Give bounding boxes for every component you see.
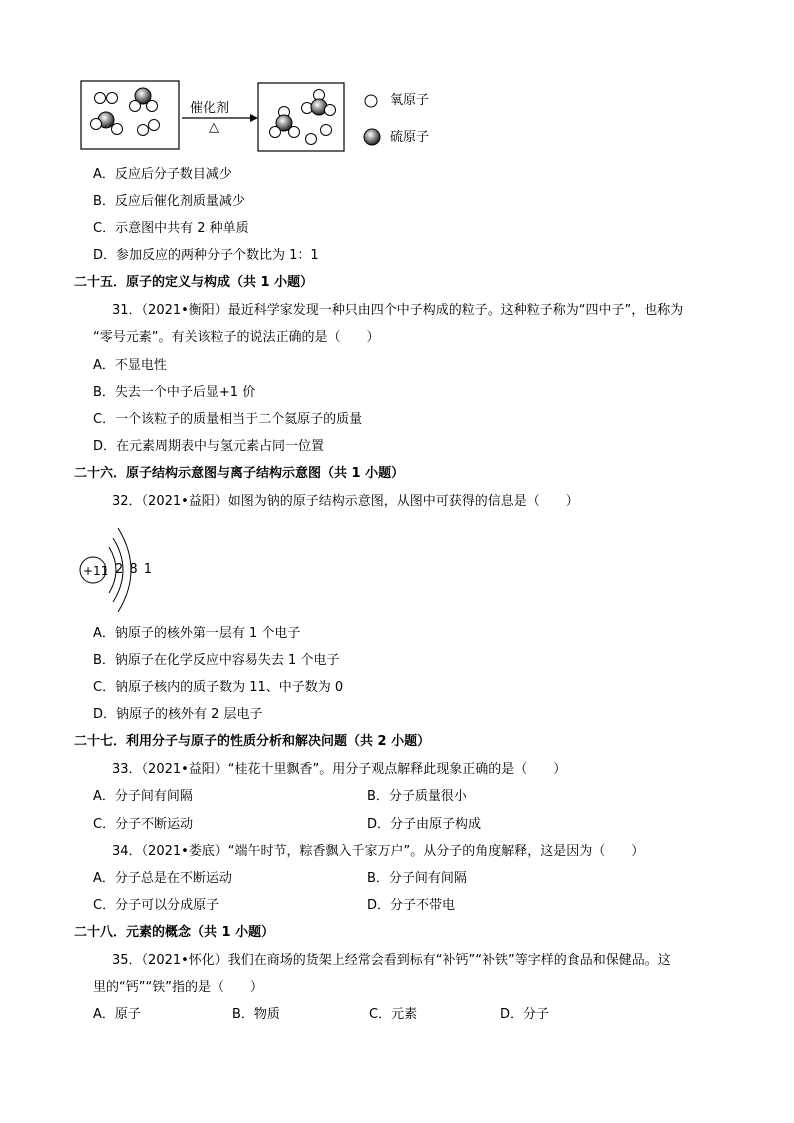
q32-option-b: B．钠原子在化学反应中容易失去 1 个电子	[93, 653, 340, 668]
section-heading-28: 二十八．元素的概念（共 1 小题）	[74, 925, 275, 940]
q30-option-d: D．参加反应的两种分子个数比为 1：1	[93, 248, 319, 263]
reactant-box	[81, 81, 179, 149]
nucleus-charge: +11	[83, 564, 109, 578]
q30-option-a: A．反应后分子数目减少	[93, 167, 232, 182]
q35-stem: 35．（2021•怀化）我们在商场的货架上经常会看到标有“补钙”“补铁”等字样的食品和保健品。这	[112, 953, 671, 968]
q31-option-c: C．一个该粒子的质量相当于二个氦原子的质量	[93, 412, 363, 427]
q34-option-c: C．分子可以分成原子	[93, 898, 220, 913]
q30-option-b: B．反应后催化剂质量减少	[93, 194, 245, 209]
oxygen-atom-icon	[365, 95, 377, 107]
electron-shells: 2 8 1	[115, 562, 154, 577]
q35-option-b: B．物质	[232, 1007, 280, 1022]
legend-sulfur-label: 硫原子	[390, 130, 430, 145]
q31-option-b: B．失去一个中子后显+1 价	[93, 385, 256, 400]
q33-stem: 33．（2021•益阳）“桂花十里飘香”。用分子观点解释此现象正确的是（ ）	[112, 762, 567, 777]
q32-stem: 32．（2021•益阳）如图为钠的原子结构示意图，从图中可获得的信息是（ ）	[112, 494, 579, 509]
q33-option-b: B．分子质量很小	[367, 789, 467, 804]
q35-option-d: D．分子	[500, 1007, 550, 1022]
q34-option-b: B．分子间有间隔	[367, 871, 467, 886]
sulfur-atom-icon	[364, 129, 380, 145]
q31-option-a: A．不显电性	[93, 358, 167, 373]
q31-option-d: D．在元素周期表中与氢元素占同一位置	[93, 439, 325, 454]
q31-stem-cont: “零号元素”。有关该粒子的说法正确的是（ ）	[93, 330, 380, 345]
q35-option-a: A．原子	[93, 1007, 141, 1022]
q32-option-a: A．钠原子的核外第一层有 1 个电子	[93, 626, 301, 641]
catalyst-label: 催化剂	[190, 101, 230, 116]
section-heading-26: 二十六．原子结构示意图与离子结构示意图（共 1 小题）	[74, 466, 405, 481]
q32-option-c: C．钠原子核内的质子数为 11、中子数为 0	[93, 680, 344, 695]
q35-stem-cont: 里的“钙”“铁”指的是（ ）	[93, 980, 263, 995]
q34-stem: 34．（2021•娄底）“端午时节，粽香飘入千家万户”。从分子的角度解释，这是因为（ ）	[112, 844, 645, 859]
q34-option-d: D．分子不带电	[367, 898, 456, 913]
q32-option-d: D．钠原子的核外有 2 层电子	[93, 707, 263, 722]
q34-option-a: A．分子总是在不断运动	[93, 871, 232, 886]
heat-symbol: △	[209, 120, 219, 135]
legend-oxygen-label: 氧原子	[390, 93, 430, 108]
q33-option-c: C．分子不断运动	[93, 817, 194, 832]
section-heading-25: 二十五．原子的定义与构成（共 1 小题）	[74, 275, 314, 290]
section-heading-27: 二十七．利用分子与原子的性质分析和解决问题（共 2 小题）	[74, 734, 431, 749]
q30-option-c: C．示意图中共有 2 种单质	[93, 221, 249, 236]
product-box	[258, 83, 344, 151]
q35-option-c: C．元素	[369, 1007, 418, 1022]
q31-stem: 31．（2021•衡阳）最近科学家发现一种只由四个中子构成的粒子。这种粒子称为“四中子”，也称为	[112, 303, 684, 318]
q33-option-d: D．分子由原子构成	[367, 817, 482, 832]
q33-option-a: A．分子间有间隔	[93, 789, 193, 804]
